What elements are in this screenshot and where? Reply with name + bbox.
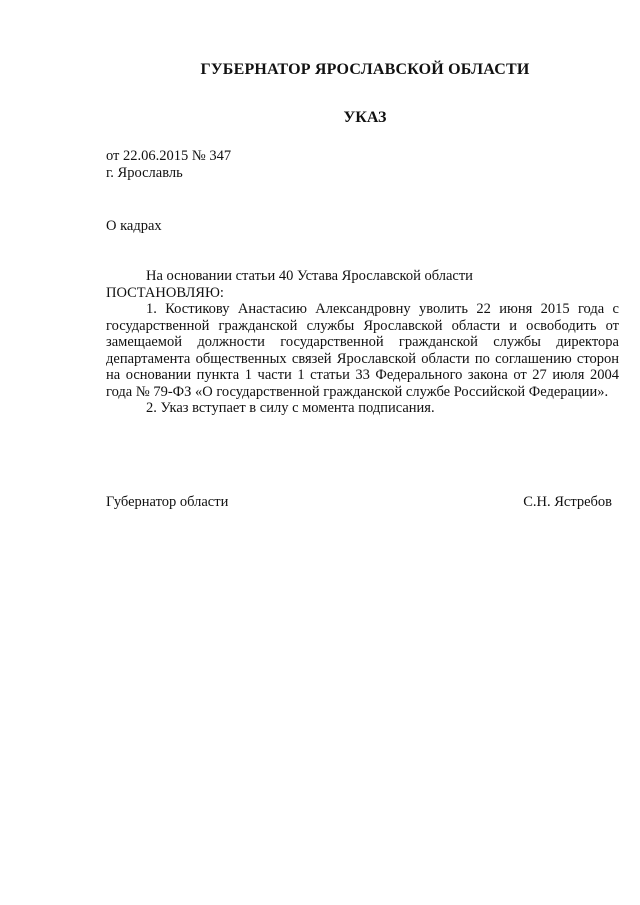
document-body — [106, 268, 619, 417]
signature-block — [106, 494, 612, 511]
signer-name: С.Н. Ястребов — [523, 494, 612, 510]
document-meta — [106, 148, 231, 182]
org-title: ГУБЕРНАТОР ЯРОСЛАВСКОЙ ОБЛАСТИ — [200, 61, 530, 78]
city: г. Ярославль — [106, 165, 183, 181]
item-1-paragraph: 1. Костикову Анастасию Александровну уволить 22 июня 2015 года с государственной гражданской службы Ярославской области и освободить от замещаемой должности государственной гражданской службы директора департамента общественных связей Ярославской области по соглашению сторон на основании пункта 1 части 1 статьи 33 Федерального закона от 27 июля 2004 года № 79-ФЗ «О государственной гражданской службе Российской Федерации». — [106, 301, 619, 400]
signer-title: Губернатор области — [106, 494, 229, 510]
date-number: от 22.06.2015 № 347 — [106, 148, 232, 164]
resolve-line: ПОСТАНОВЛЯЮ: — [106, 284, 224, 301]
item-2-paragraph: 2. Указ вступает в силу с момента подписания. — [146, 400, 435, 416]
basis-paragraph: На основании статьи 40 Устава Ярославской области — [146, 268, 473, 284]
subject-line: О кадрах — [106, 218, 162, 234]
document-type: УКАЗ — [343, 109, 387, 126]
